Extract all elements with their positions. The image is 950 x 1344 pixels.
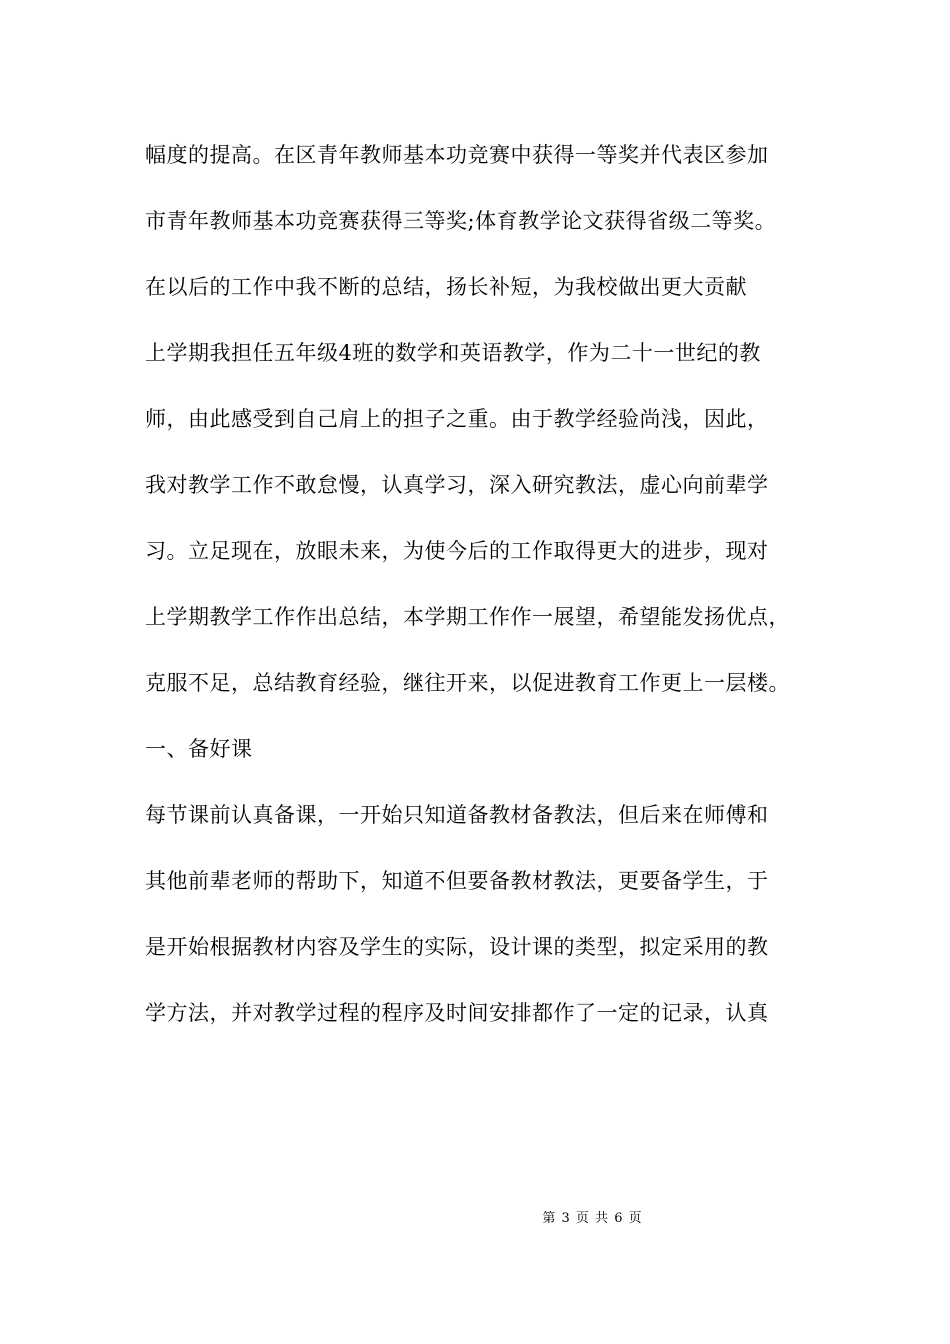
text-line: 是开始根据教材内容及学生的实际，设计课的类型，拟定采用的教	[145, 935, 769, 959]
text-line: 我对教学工作不敢怠慢，认真学习，深入研究教法，虚心向前辈学	[145, 473, 769, 497]
section-heading: 一、备好课	[145, 737, 253, 761]
text-line: 师，由此感受到自己肩上的担子之重。由于教学经验尚浅，因此，	[145, 407, 769, 431]
text-line: 其他前辈老师的帮助下，知道不但要备教材教法，更要备学生，于	[145, 869, 769, 893]
body-text	[145, 134, 815, 1058]
text-line: 习。立足现在，放眼未来，为使今后的工作取得更大的进步，现对	[145, 539, 769, 563]
text-line: 幅度的提高。在区青年教师基本功竞赛中获得一等奖并代表区参加	[145, 143, 769, 167]
text-line: 克服不足，总结教育经验，继往开来，以促进教育工作更上一层楼。	[145, 671, 790, 695]
text-line: 上学期教学工作作出总结，本学期工作作一展望，希望能发扬优点，	[145, 605, 790, 629]
text-line: 每节课前认真备课，一开始只知道备教材备教法，但后来在师傅和	[145, 803, 769, 827]
page-number: 第 3 页 共 6 页	[542, 1211, 643, 1226]
text-line: 上学期我担任五年级4班的数学和英语教学，作为二十一世纪的教	[145, 341, 761, 365]
page-footer	[0, 1207, 950, 1226]
text-line: 市青年教师基本功竞赛获得三等奖;体育教学论文获得省级二等奖。	[145, 209, 777, 233]
text-line: 在以后的工作中我不断的总结，扬长补短，为我校做出更大贡献	[145, 275, 747, 299]
text-line: 学方法，并对教学过程的程序及时间安排都作了一定的记录，认真	[145, 1001, 769, 1025]
